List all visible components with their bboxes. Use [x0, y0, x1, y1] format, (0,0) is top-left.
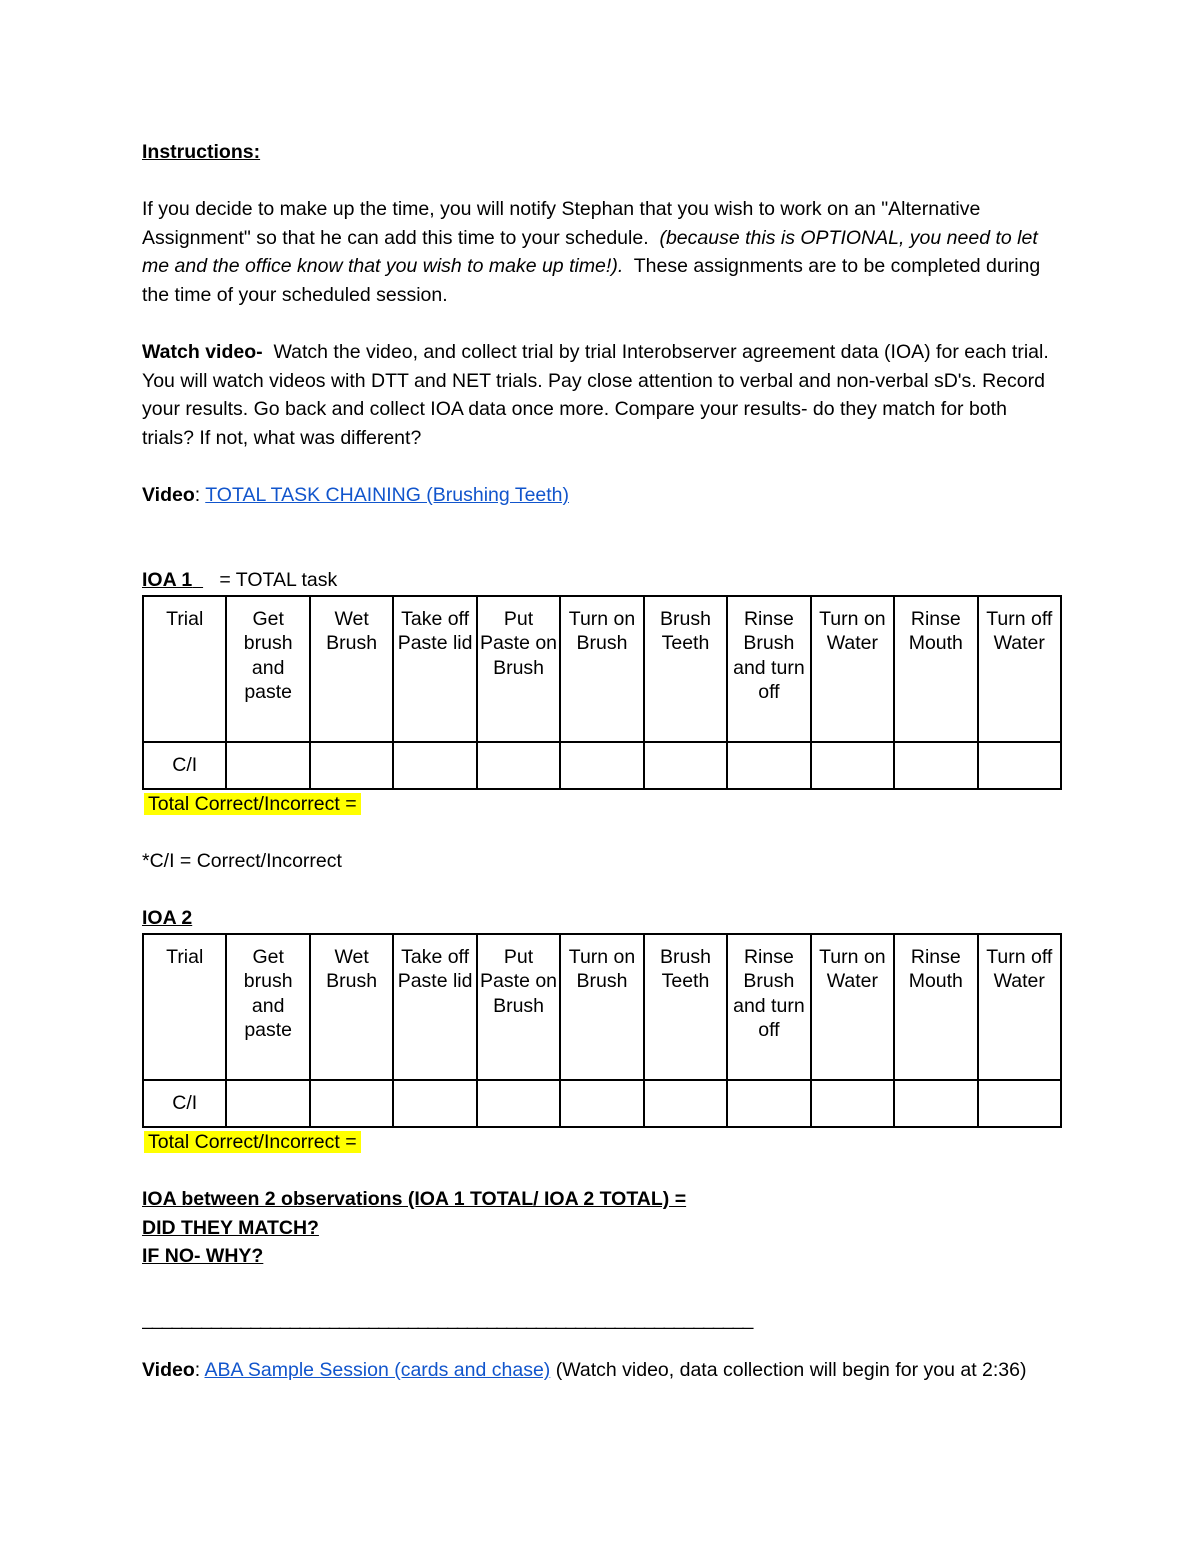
watch-video-paragraph [142, 338, 1062, 452]
watch-video-text: Watch the video, and collect trial by trial Interobserver agreement data (IOA) for each trial. You will watch videos with DTT and NET trials. Pay close attention to verbal and non-verbal sD's. Record your results. Go back and collect IOA data once more. Compare your results- do they match for both trials? If not, what was different? [142, 341, 1049, 449]
data-entry-cell[interactable] [393, 742, 476, 789]
table-header-cell: Rinse Mouth [894, 596, 977, 742]
table-header-cell: Put Paste on Brush [477, 596, 560, 742]
data-entry-cell[interactable] [811, 742, 894, 789]
data-entry-cell[interactable] [644, 1080, 727, 1127]
table-header-cell: Trial [143, 934, 226, 1080]
data-entry-cell[interactable] [477, 742, 560, 789]
table-header-cell: Take off Paste lid [393, 934, 476, 1080]
table-header-cell: Brush Teeth [644, 934, 727, 1080]
summary-if-no-why: IF NO- WHY? [142, 1245, 264, 1268]
ioa1-suffix: = TOTAL task [219, 569, 338, 592]
instructions-text-start: If you decide to make up the time, you will notify Stephan that you wish to work on an "Alternative Assignment" so that he can add this time to your schedule. [142, 198, 981, 249]
data-entry-cell[interactable] [727, 742, 810, 789]
document-page [142, 138, 1062, 1385]
summary-did-they-match: DID THEY MATCH? [142, 1216, 319, 1239]
data-entry-cell[interactable] [560, 742, 643, 789]
row-label-cell: C/I [143, 1080, 226, 1127]
ioa2-table [142, 933, 1062, 1128]
video1-sep: : [194, 484, 201, 507]
table-header-cell: Brush Teeth [644, 596, 727, 742]
table-header-cell: Rinse Mouth [894, 934, 977, 1080]
instructions-heading-text: Instructions: [142, 141, 261, 163]
ioa2-ci-row [143, 1080, 1061, 1127]
video2-line [142, 1356, 1062, 1385]
row-label-cell: C/I [143, 742, 226, 789]
table-header-cell: Take off Paste lid [393, 596, 476, 742]
data-entry-cell[interactable] [310, 1080, 393, 1127]
ioa1-header-row [143, 596, 1061, 742]
footnote: *C/I = Correct/Incorrect [142, 850, 342, 873]
instructions-text-italic: (because this is OPTIONAL, you need to let me and the office know that you wish to make up time!). [142, 226, 1038, 278]
video2-link[interactable]: ABA Sample Session (cards and chase) [204, 1359, 551, 1382]
instructions-text-end: These assignments are to be completed during the time of your scheduled session. [142, 255, 1041, 306]
table-header-cell: Rinse Brush and turn off [727, 934, 810, 1080]
ioa2-title [142, 904, 1062, 933]
data-entry-cell[interactable] [310, 742, 393, 789]
ioa2-total-line [142, 1128, 1062, 1157]
data-entry-cell[interactable] [811, 1080, 894, 1127]
table-header-cell: Turn off Water [978, 934, 1061, 1080]
ioa2-label: IOA 2 [142, 907, 193, 930]
table-header-cell: Turn on Water [811, 934, 894, 1080]
data-entry-cell[interactable] [644, 742, 727, 789]
video2-label: Video [142, 1359, 195, 1382]
table-header-cell: Turn on Brush [560, 596, 643, 742]
ioa1-table [142, 595, 1062, 790]
instructions-heading [142, 138, 1062, 167]
data-entry-cell[interactable] [727, 1080, 810, 1127]
data-entry-cell[interactable] [978, 742, 1061, 789]
table-header-cell: Get brush and paste [226, 934, 309, 1080]
ioa1-label: IOA 1 [142, 569, 193, 592]
table-header-cell: Wet Brush [310, 934, 393, 1080]
data-entry-cell[interactable] [978, 1080, 1061, 1127]
video1-line [142, 481, 1062, 510]
table-header-cell: Turn off Water [978, 596, 1061, 742]
data-entry-cell[interactable] [226, 1080, 309, 1127]
table-header-cell: Put Paste on Brush [477, 934, 560, 1080]
table-header-cell: Rinse Brush and turn off [727, 596, 810, 742]
table-header-cell: Turn on Brush [560, 934, 643, 1080]
data-entry-cell[interactable] [560, 1080, 643, 1127]
video2-after: (Watch video, data collection will begin for you at 2:36) [555, 1359, 1027, 1382]
instructions-paragraph [142, 195, 1062, 309]
summary-ioa-between: IOA between 2 observations (IOA 1 TOTAL/ IOA 2 TOTAL) = [142, 1188, 687, 1211]
ioa1-total: Total Correct/Incorrect = [144, 793, 361, 815]
ioa1-total-line [142, 790, 1062, 819]
video2-sep: : [194, 1359, 201, 1382]
data-entry-cell[interactable] [894, 742, 977, 789]
data-entry-cell[interactable] [894, 1080, 977, 1127]
ioa2-total: Total Correct/Incorrect = [144, 1131, 361, 1153]
ioa1-title [142, 566, 1062, 595]
table-header-cell: Wet Brush [310, 596, 393, 742]
divider-rule: ______________________________________________________________ [142, 1308, 753, 1331]
table-header-cell: Turn on Water [811, 596, 894, 742]
ioa2-header-row [143, 934, 1061, 1080]
ioa1-ci-row [143, 742, 1061, 789]
data-entry-cell[interactable] [226, 742, 309, 789]
video1-link[interactable]: TOTAL TASK CHAINING (Brushing Teeth) [205, 484, 570, 507]
video1-label: Video [142, 484, 195, 507]
watch-video-label: Watch video- [142, 341, 263, 364]
table-header-cell: Trial [143, 596, 226, 742]
table-header-cell: Get brush and paste [226, 596, 309, 742]
data-entry-cell[interactable] [393, 1080, 476, 1127]
data-entry-cell[interactable] [477, 1080, 560, 1127]
